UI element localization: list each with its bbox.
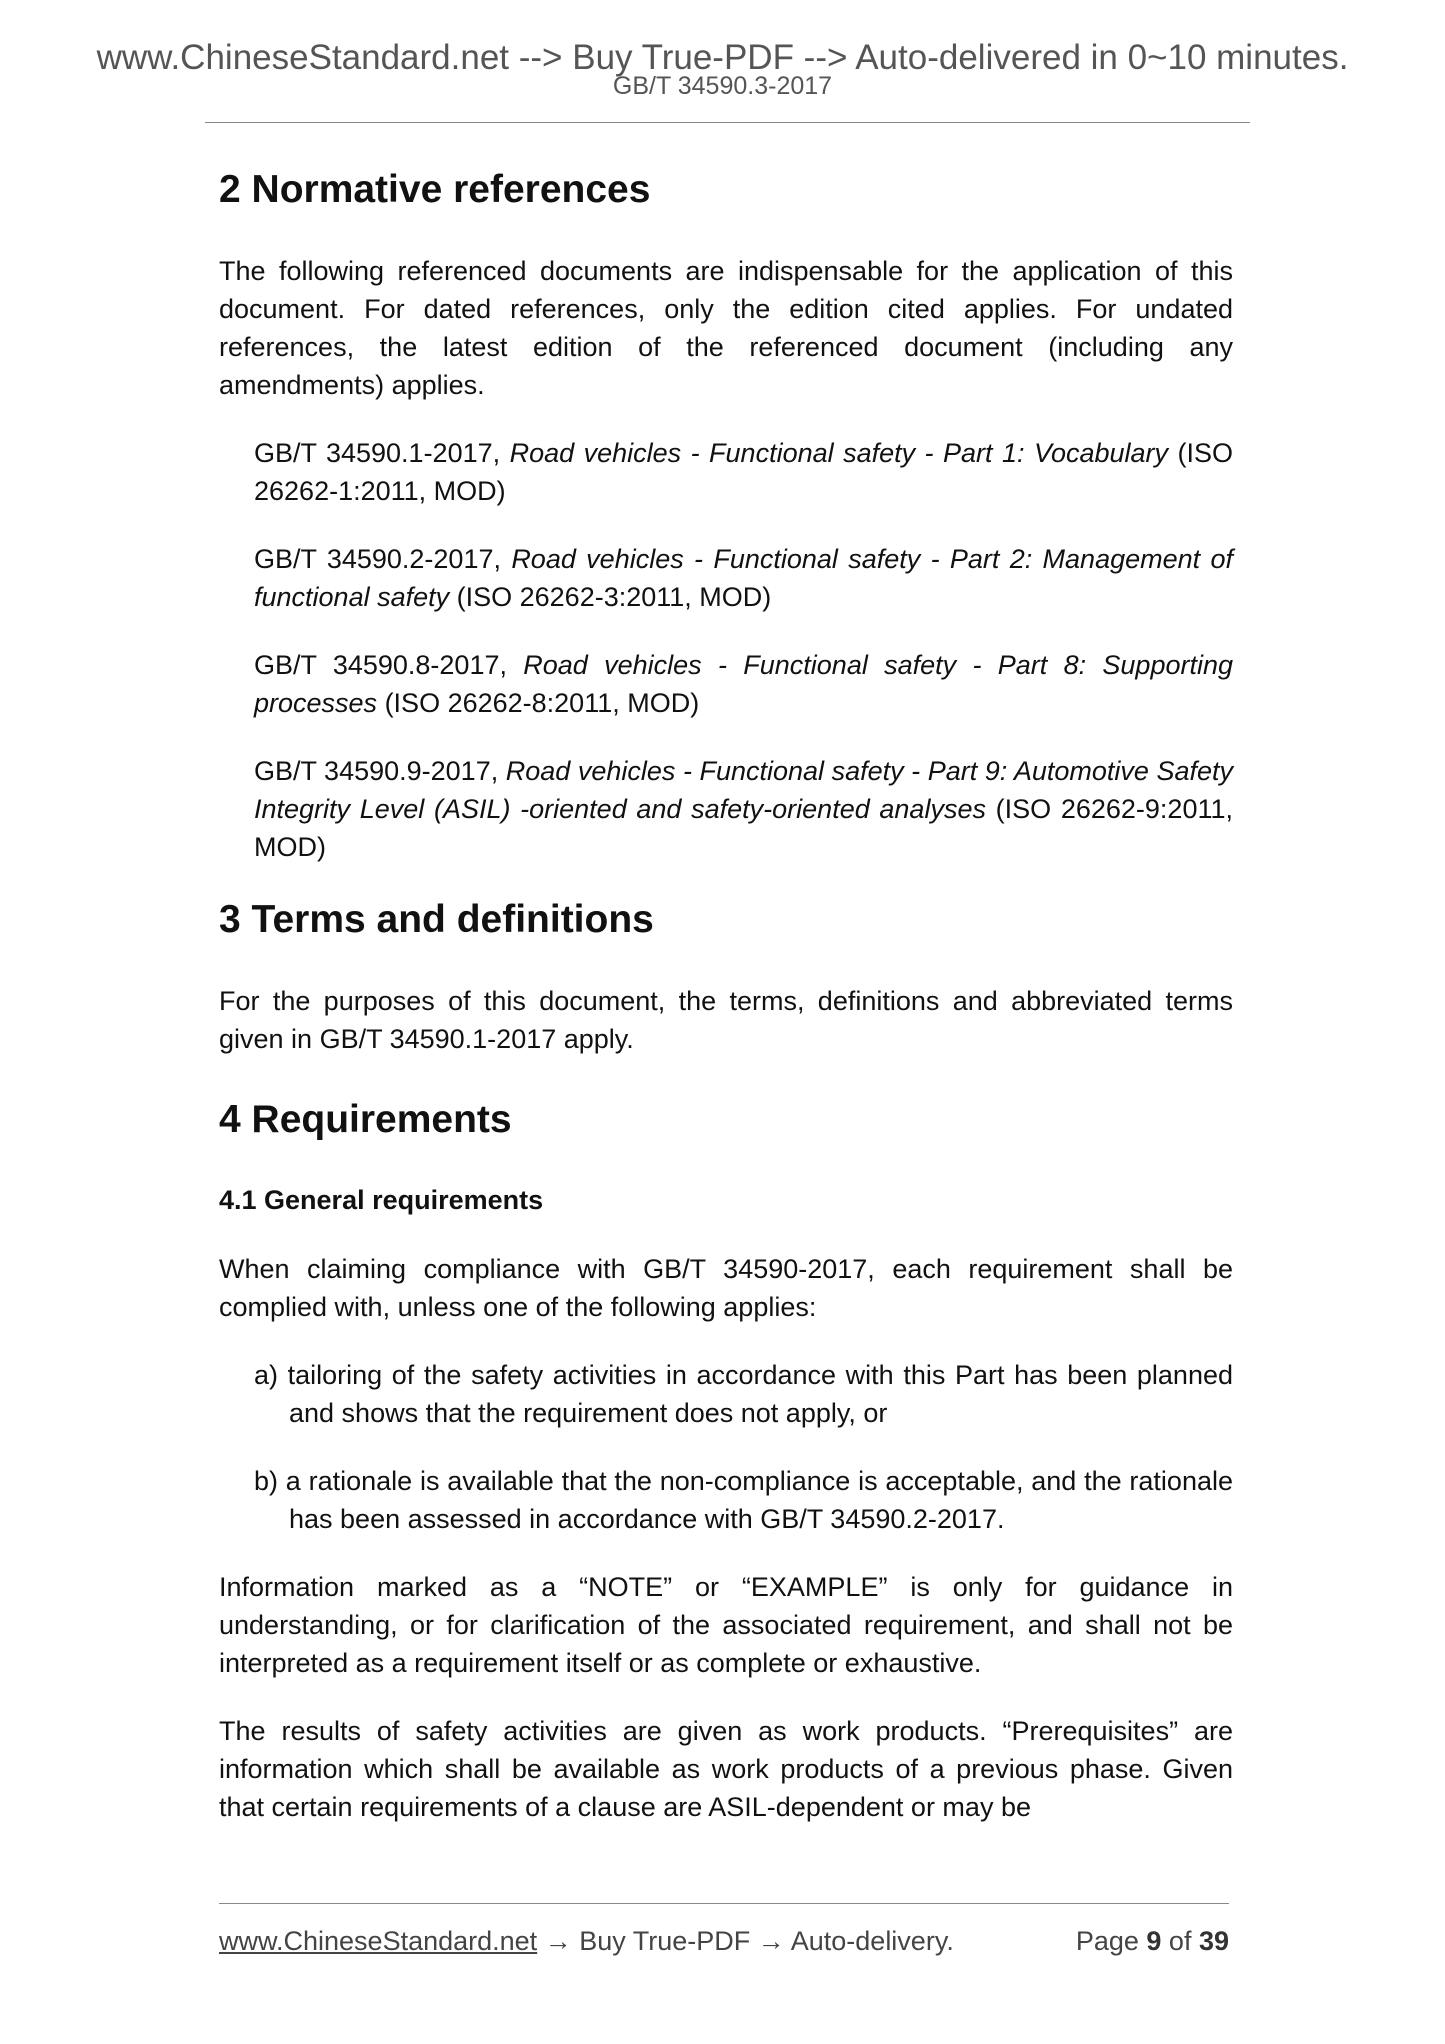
footer-divider [219, 1903, 1229, 1904]
reference-iso: (ISO 26262-9:2011, MOD) [254, 794, 1233, 862]
page-footer [219, 1923, 1229, 1959]
list-item: a) tailoring of the safety activities in accordance with this Part has been planned and shows that the requirement does not apply, or [254, 1360, 1233, 1428]
list-item: b) a rationale is available that the non-compliance is acceptable, and the rationale has been assessed in accordance with GB/T 34590.2-2017. [254, 1466, 1233, 1534]
of-label: of [1161, 1926, 1199, 1956]
document-code: GB/T 34590.3-2017 [612, 72, 833, 100]
reference-title: Road vehicles - Functional safety - Part 9: Automotive Safety Integrity Level (ASIL) -oriented and safety-oriented analyses [254, 756, 1233, 824]
page-number: 9 [1146, 1926, 1162, 1956]
header-banner: www.ChineseStandard.net --> Buy True-PDF --> Auto-delivered in 0~10 minutes. [96, 38, 1349, 77]
reference-iso: (ISO 26262-3:2011, MOD) [449, 582, 772, 612]
reference-title: Road vehicles - Functional safety - Part 1: Vocabulary [509, 438, 1169, 468]
footer-promo-text: → Buy True-PDF → Auto-delivery. [537, 1926, 954, 1956]
footer-promo [219, 1923, 954, 1959]
reference-iso: (ISO 26262-8:2011, MOD) [377, 688, 700, 718]
section-4-1-intro: When claiming compliance with GB/T 34590-2017, each requirement shall be complied with, unless one of the following applies: [219, 1254, 1233, 1322]
reference-code: GB/T 34590.1-2017, [254, 438, 510, 468]
section-3-body: For the purposes of this document, the terms, definitions and abbreviated terms given in GB/T 34590.1-2017 apply. [219, 986, 1233, 1054]
page-indicator [1076, 1923, 1229, 1959]
section-2-heading: 2 Normative references [219, 168, 651, 211]
normative-reference [254, 646, 1233, 722]
section-4-heading: 4 Requirements [219, 1098, 512, 1141]
reference-code: GB/T 34590.2-2017, [254, 544, 512, 574]
normative-reference [254, 434, 1233, 510]
total-pages: 39 [1198, 1926, 1229, 1956]
reference-iso: (ISO 26262-1:2011, MOD) [254, 438, 1233, 506]
note-paragraph: Information marked as a “NOTE” or “EXAMPLE” is only for guidance in understanding, or for clarification of the associated requirement, and shall not be interpreted as a requirement itself or as complete or exhaustive. [219, 1572, 1233, 1678]
page-content [219, 166, 1233, 1826]
normative-reference [254, 752, 1233, 866]
reference-code: GB/T 34590.8-2017, [254, 650, 524, 680]
section-4-1-heading: 4.1 General requirements [219, 1185, 544, 1215]
page-label: Page [1075, 1926, 1147, 1956]
reference-title: Road vehicles - Functional safety - Part 8: Supporting processes [254, 650, 1233, 718]
section-3-heading: 3 Terms and definitions [219, 898, 654, 941]
section-2-intro: The following referenced documents are indispensable for the application of this document. For dated references, only the edition cited applies. For undated references, the latest edition of the referenced document (including any amendments) applies. [219, 256, 1233, 400]
normative-reference [254, 540, 1233, 616]
footer-site-link[interactable]: www.ChineseStandard.net [219, 1926, 538, 1956]
reference-code: GB/T 34590.9-2017, [254, 756, 506, 786]
header-divider [205, 122, 1250, 123]
reference-title: Road vehicles - Functional safety - Part 2: Management of functional safety [254, 544, 1233, 612]
results-paragraph: The results of safety activities are given as work products. “Prerequisites” are information which shall be available as work products of a previous phase. Given that certain requirements of a clause are ASIL-dependent or may be [219, 1716, 1233, 1822]
